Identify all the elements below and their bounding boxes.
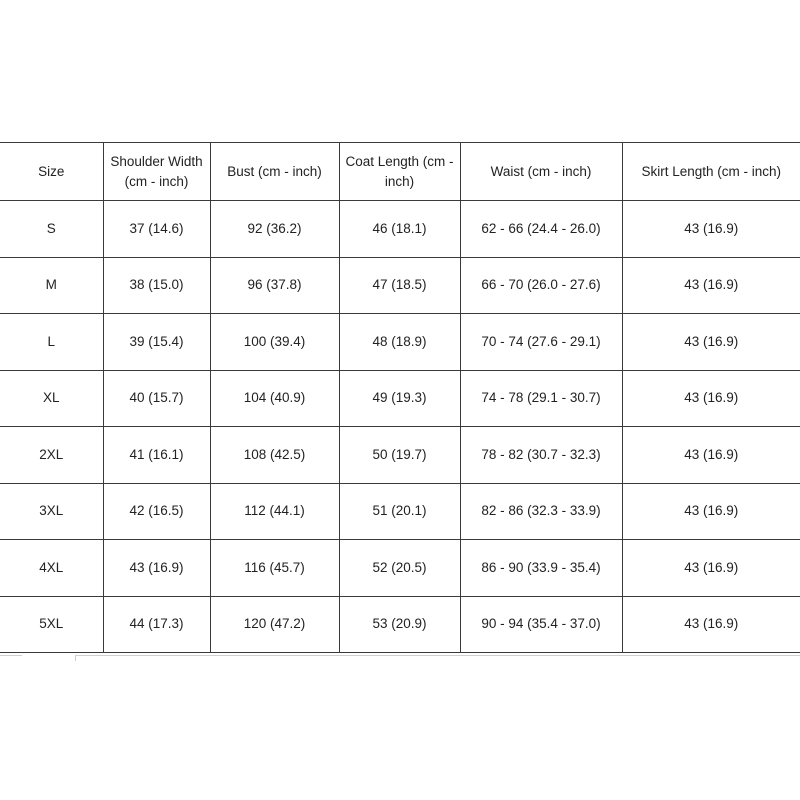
footer-divider-right	[75, 655, 800, 656]
cell-skirt-length: 43 (16.9)	[622, 370, 800, 427]
size-chart-table	[0, 142, 800, 653]
cell-bust: 116 (45.7)	[210, 540, 339, 597]
cell-shoulder-width: 41 (16.1)	[103, 427, 210, 484]
table-row	[0, 257, 800, 314]
cell-skirt-length: 43 (16.9)	[622, 314, 800, 371]
cell-skirt-length: 43 (16.9)	[622, 427, 800, 484]
cell-waist: 66 - 70 (26.0 - 27.6)	[460, 257, 622, 314]
cell-coat-length: 50 (19.7)	[339, 427, 460, 484]
cell-bust: 100 (39.4)	[210, 314, 339, 371]
cell-coat-length: 47 (18.5)	[339, 257, 460, 314]
footer-divider-left	[0, 655, 22, 656]
cell-bust: 120 (47.2)	[210, 596, 339, 653]
cell-size: M	[0, 257, 103, 314]
cell-skirt-length: 43 (16.9)	[622, 201, 800, 258]
cell-skirt-length: 43 (16.9)	[622, 483, 800, 540]
cell-shoulder-width: 38 (15.0)	[103, 257, 210, 314]
footer-divider-tick	[75, 655, 76, 661]
table-row	[0, 483, 800, 540]
cell-shoulder-width: 37 (14.6)	[103, 201, 210, 258]
table-row	[0, 201, 800, 258]
cell-size: S	[0, 201, 103, 258]
cell-coat-length: 46 (18.1)	[339, 201, 460, 258]
table-row	[0, 314, 800, 371]
header-skirt-length: Skirt Length (cm - inch)	[622, 143, 800, 201]
header-row	[0, 143, 800, 201]
cell-size: XL	[0, 370, 103, 427]
cell-skirt-length: 43 (16.9)	[622, 540, 800, 597]
header-waist: Waist (cm - inch)	[460, 143, 622, 201]
cell-size: 4XL	[0, 540, 103, 597]
cell-waist: 70 - 74 (27.6 - 29.1)	[460, 314, 622, 371]
cell-size: L	[0, 314, 103, 371]
table-row	[0, 370, 800, 427]
cell-size: 5XL	[0, 596, 103, 653]
cell-bust: 96 (37.8)	[210, 257, 339, 314]
cell-waist: 62 - 66 (24.4 - 26.0)	[460, 201, 622, 258]
cell-coat-length: 53 (20.9)	[339, 596, 460, 653]
cell-waist: 82 - 86 (32.3 - 33.9)	[460, 483, 622, 540]
cell-shoulder-width: 42 (16.5)	[103, 483, 210, 540]
table-row	[0, 427, 800, 484]
table-row	[0, 596, 800, 653]
cell-waist: 78 - 82 (30.7 - 32.3)	[460, 427, 622, 484]
cell-skirt-length: 43 (16.9)	[622, 596, 800, 653]
cell-waist: 86 - 90 (33.9 - 35.4)	[460, 540, 622, 597]
cell-coat-length: 48 (18.9)	[339, 314, 460, 371]
cell-coat-length: 49 (19.3)	[339, 370, 460, 427]
header-bust: Bust (cm - inch)	[210, 143, 339, 201]
cell-shoulder-width: 39 (15.4)	[103, 314, 210, 371]
cell-size: 2XL	[0, 427, 103, 484]
cell-coat-length: 51 (20.1)	[339, 483, 460, 540]
cell-waist: 90 - 94 (35.4 - 37.0)	[460, 596, 622, 653]
header-shoulder-width: Shoulder Width (cm - inch)	[103, 143, 210, 201]
header-coat-length: Coat Length (cm - inch)	[339, 143, 460, 201]
cell-bust: 92 (36.2)	[210, 201, 339, 258]
cell-coat-length: 52 (20.5)	[339, 540, 460, 597]
cell-shoulder-width: 40 (15.7)	[103, 370, 210, 427]
cell-waist: 74 - 78 (29.1 - 30.7)	[460, 370, 622, 427]
cell-bust: 112 (44.1)	[210, 483, 339, 540]
header-size: Size	[0, 143, 103, 201]
cell-shoulder-width: 43 (16.9)	[103, 540, 210, 597]
cell-bust: 104 (40.9)	[210, 370, 339, 427]
cell-size: 3XL	[0, 483, 103, 540]
cell-bust: 108 (42.5)	[210, 427, 339, 484]
cell-shoulder-width: 44 (17.3)	[103, 596, 210, 653]
cell-skirt-length: 43 (16.9)	[622, 257, 800, 314]
table-row	[0, 540, 800, 597]
